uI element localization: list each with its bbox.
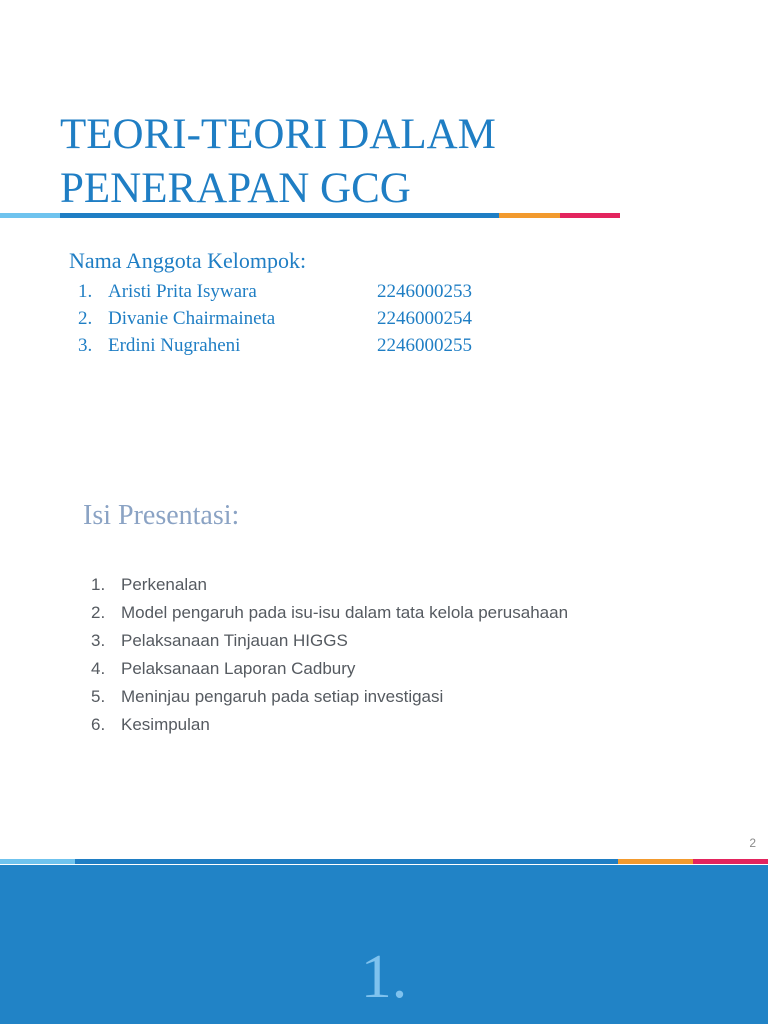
- member-name: Aristi Prita Isywara: [108, 280, 257, 302]
- toc-item: [91, 571, 711, 599]
- toc-item: [91, 655, 711, 683]
- toc-item-number: 1.: [91, 575, 106, 594]
- toc-item-number: 2.: [91, 603, 106, 622]
- member-id: 2246000255: [377, 334, 472, 356]
- member-number: 2.: [78, 307, 93, 329]
- slide-title: [60, 108, 720, 216]
- member-name: Divanie Chairmaineta: [108, 307, 276, 329]
- footer-rule-blue: [75, 859, 618, 864]
- members-heading: Nama Anggota Kelompok:: [69, 248, 307, 273]
- page-number: 2: [749, 836, 756, 850]
- toc-item-text: Model pengaruh pada isu-isu dalam tata kelola perusahaan: [121, 603, 569, 622]
- member-number: 1.: [78, 280, 93, 302]
- member-row: [78, 278, 598, 305]
- footer-rule-light: [0, 859, 75, 864]
- member-row: [78, 332, 598, 359]
- footer-rule-pink: [693, 859, 768, 864]
- member-number: 3.: [78, 334, 93, 356]
- toc-item-text: Pelaksanaan Tinjauan HIGGS: [121, 631, 348, 650]
- toc-list: [91, 571, 711, 739]
- member-id: 2246000253: [377, 280, 472, 302]
- title-rule-blue: [60, 213, 499, 218]
- toc-item-text: Perkenalan: [121, 575, 208, 594]
- title-line-1: TEORI-TEORI DALAM: [60, 111, 496, 158]
- toc-heading: Isi Presentasi:: [83, 500, 240, 531]
- members-list: [78, 278, 598, 359]
- toc-item: [91, 711, 711, 739]
- toc-item-text: Kesimpulan: [121, 715, 210, 734]
- next-slide: [0, 865, 768, 1024]
- toc-item-number: 3.: [91, 631, 106, 650]
- toc-item: [91, 627, 711, 655]
- toc-item-text: Meninjau pengaruh pada setiap investigasi: [121, 687, 444, 706]
- footer-rule-orange: [618, 859, 693, 864]
- toc-item-number: 4.: [91, 659, 106, 678]
- title-line-2: PENERAPAN GCG: [60, 165, 411, 212]
- title-rule-pink: [560, 213, 620, 218]
- member-id: 2246000254: [377, 307, 472, 329]
- title-rule-orange: [499, 213, 560, 218]
- member-name: Erdini Nugraheni: [108, 334, 241, 356]
- toc-item: [91, 683, 711, 711]
- section-number: 1.: [360, 943, 408, 1011]
- title-rule-light: [0, 213, 60, 218]
- toc-item-number: 6.: [91, 715, 106, 734]
- member-row: [78, 305, 598, 332]
- toc-item-number: 5.: [91, 687, 106, 706]
- toc-item-text: Pelaksanaan Laporan Cadbury: [121, 659, 356, 678]
- toc-item: [91, 599, 711, 627]
